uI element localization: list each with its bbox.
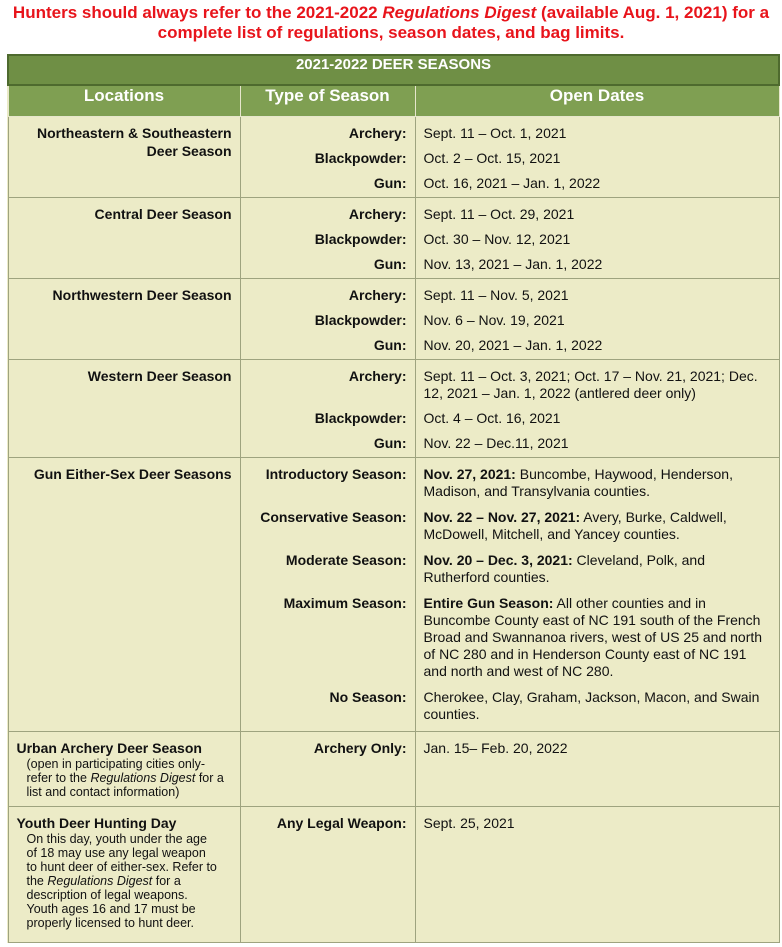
header-dates: Open Dates xyxy=(415,85,779,117)
table-title: 2021-2022 DEER SEASONS xyxy=(8,55,779,85)
season-counties: All other counties and in Buncombe County east of NC 191 south of the French Broad and Swannanoa rivers, west of US 25 and north of NC 280 and in Henderson County east of NC 191 and north and west of NC 280. xyxy=(423,595,763,679)
season-date: Oct. 2 – Oct. 15, 2021 xyxy=(423,150,561,166)
type-cell xyxy=(240,279,415,360)
season-date: Sept. 11 – Oct. 1, 2021 xyxy=(423,125,567,141)
season-date: Sept. 25, 2021 xyxy=(423,815,515,831)
location-cell: Western Deer Season xyxy=(8,360,240,458)
season-date: Oct. 4 – Oct. 16, 2021 xyxy=(423,410,561,426)
location-cell: Northeastern & Southeastern Deer Season xyxy=(8,117,240,198)
season-type: Moderate Season: xyxy=(285,552,407,568)
header-type: Type of Season xyxy=(240,85,415,117)
season-type: Gun: xyxy=(373,175,407,191)
season-counties: Avery, Burke, Caldwell, McDowell, Mitchell, and Yancey counties. xyxy=(423,509,727,542)
location-note xyxy=(15,832,232,930)
season-type: Gun: xyxy=(373,435,407,451)
season-counties: Cleveland, Polk, and Rutherford counties. xyxy=(423,552,705,585)
location-cell xyxy=(8,732,240,807)
season-counties: Buncombe, Haywood, Henderson, Madison, and Transylvania counties. xyxy=(423,466,733,499)
season-type: Blackpowder: xyxy=(314,410,407,426)
type-cell xyxy=(240,807,415,943)
season-date: Nov. 13, 2021 – Jan. 1, 2022 xyxy=(423,256,603,272)
season-date xyxy=(424,552,773,595)
note-italic: Regulations Digest xyxy=(90,771,196,785)
header-locations: Locations xyxy=(8,85,240,117)
season-type: Blackpowder: xyxy=(314,231,407,247)
dates-cell xyxy=(415,732,779,807)
season-type: Blackpowder: xyxy=(314,150,407,166)
season-date xyxy=(424,509,773,552)
season-date xyxy=(424,466,773,509)
season-date: Oct. 30 – Nov. 12, 2021 xyxy=(423,231,571,247)
note-italic: Regulations Digest xyxy=(47,874,153,888)
season-date-bold: Nov. 22 – Nov. 27, 2021: xyxy=(423,509,581,525)
season-date: Nov. 22 – Dec.11, 2021 xyxy=(423,435,569,451)
season-date: Nov. 6 – Nov. 19, 2021 xyxy=(423,312,565,328)
season-date: Nov. 20, 2021 – Jan. 1, 2022 xyxy=(423,337,603,353)
dates-cell xyxy=(415,807,779,943)
season-type: Archery: xyxy=(348,206,407,222)
table-row xyxy=(8,117,779,198)
season-date: Oct. 16, 2021 – Jan. 1, 2022 xyxy=(423,175,601,191)
regulations-notice xyxy=(0,0,782,47)
season-type: Archery: xyxy=(348,125,407,141)
location-title: Urban Archery Deer Season xyxy=(16,740,202,756)
table-row xyxy=(8,807,779,943)
note-text: On this day, youth under the age of 18 may use any legal weapon to hunt deer of either-sex. Refer to the xyxy=(26,832,217,888)
season-type: No Season: xyxy=(329,689,407,705)
season-type: Archery: xyxy=(348,368,407,384)
table-row xyxy=(8,279,779,360)
dates-cell xyxy=(415,360,779,458)
season-date-bold: Nov. 27, 2021: xyxy=(423,466,516,482)
season-type: Introductory Season: xyxy=(265,466,407,482)
deer-seasons-table-wrap xyxy=(7,54,778,943)
deer-seasons-table xyxy=(7,54,780,943)
dates-cell xyxy=(415,279,779,360)
type-cell xyxy=(240,732,415,807)
table-row xyxy=(8,458,779,732)
type-cell xyxy=(240,117,415,198)
season-type: Gun: xyxy=(373,337,407,353)
notice-text-end: (available Aug. 1, 2021) for a complete list of regulations, season dates, and bag limits. xyxy=(157,3,770,42)
season-date: Sept. 11 – Nov. 5, 2021 xyxy=(423,287,569,303)
table-row xyxy=(8,732,779,807)
season-date: Sept. 11 – Oct. 29, 2021 xyxy=(423,206,575,222)
season-date: Cherokee, Clay, Graham, Jackson, Macon, and Swain counties. xyxy=(423,689,760,722)
location-cell xyxy=(8,807,240,943)
type-cell xyxy=(240,360,415,458)
location-cell: Central Deer Season xyxy=(8,198,240,279)
notice-italic: Regulations Digest xyxy=(382,3,537,22)
type-cell xyxy=(240,198,415,279)
season-type: Maximum Season: xyxy=(283,595,407,611)
season-date: Jan. 15– Feb. 20, 2022 xyxy=(423,740,568,756)
table-row xyxy=(8,198,779,279)
location-cell: Gun Either-Sex Deer Seasons xyxy=(8,458,240,732)
season-type: Any Legal Weapon: xyxy=(276,815,407,831)
note-text-end: for a description of legal weapons. Youth ages 16 and 17 must be properly licensed to hunt deer. xyxy=(26,874,196,930)
season-type: Archery: xyxy=(348,287,407,303)
notice-text: Hunters should always refer to the 2021-2022 xyxy=(12,3,383,22)
location-note xyxy=(15,757,232,799)
table-row xyxy=(8,360,779,458)
location-title: Youth Deer Hunting Day xyxy=(16,815,177,831)
season-date-bold: Nov. 20 – Dec. 3, 2021: xyxy=(423,552,573,568)
season-type: Archery Only: xyxy=(313,740,407,756)
season-date xyxy=(424,595,773,689)
location-cell: Northwestern Deer Season xyxy=(8,279,240,360)
season-date: Sept. 11 – Oct. 3, 2021; Oct. 17 – Nov. 21, 2021; Dec. 12, 2021 – Jan. 1, 2022 (antlered deer only) xyxy=(423,368,758,401)
season-type: Conservative Season: xyxy=(260,509,407,525)
note-text: (open in participating cities only- refer to the xyxy=(26,757,206,785)
dates-cell xyxy=(415,117,779,198)
season-date-bold: Entire Gun Season: xyxy=(423,595,554,611)
type-cell xyxy=(240,458,415,732)
dates-cell xyxy=(415,198,779,279)
dates-cell xyxy=(415,458,779,732)
season-type: Gun: xyxy=(373,256,407,272)
note-text-end: for a list and contact information) xyxy=(26,771,224,799)
season-type: Blackpowder: xyxy=(314,312,407,328)
